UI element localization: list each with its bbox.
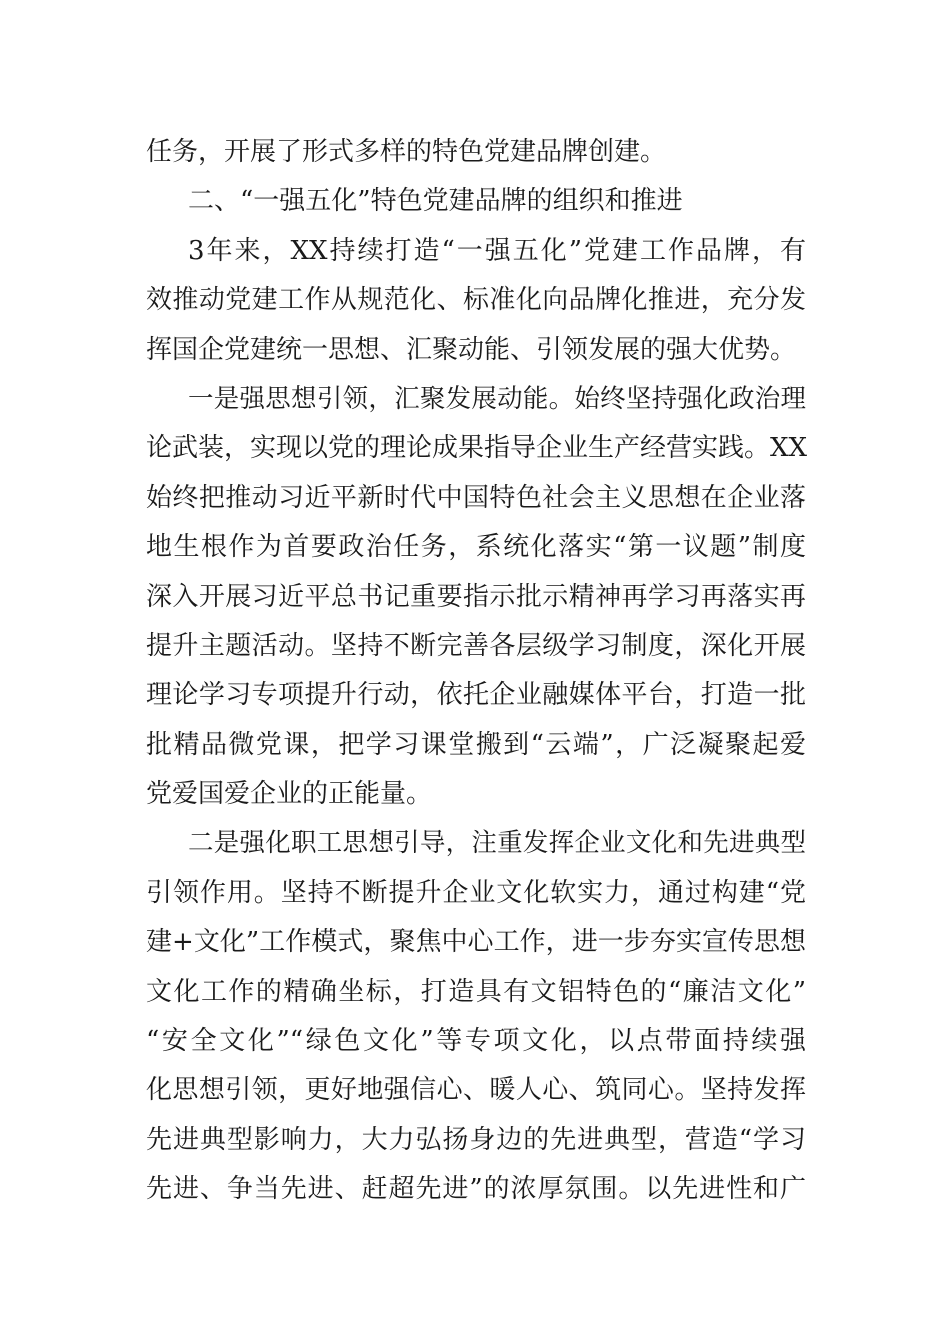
text-line: 效推动党建工作从规范化、标准化向品牌化推进，充分发: [146, 285, 806, 316]
text-line: 党爱国爱企业的正能量。: [146, 779, 433, 810]
text-line: 先进典型影响力，大力弘扬身边的先进典型，营造“学习: [146, 1124, 806, 1155]
text-line: 先进、争当先进、赶超先进”的浓厚氛围。以先进性和广: [146, 1174, 806, 1205]
text-line: 文化工作的精确坐标，打造具有文铝特色的“廉洁文化”: [146, 976, 806, 1007]
text-line: 始终把推动习近平新时代中国特色社会主义思想在企业落: [146, 482, 806, 513]
text-line: 3年来，XX持续打造“一强五化”党建工作品牌，有: [188, 235, 806, 266]
body-text: [146, 128, 806, 1215]
text-line: “安全文化”“绿色文化”等专项文化，以点带面持续强: [146, 1026, 806, 1057]
text-line: 地生根作为首要政治任务，系统化落实“第一议题”制度: [146, 532, 806, 563]
text-line: 理论学习专项提升行动，依托企业融媒体平台，打造一批: [146, 680, 806, 711]
text-line: 批精品微党课，把学习课堂搬到“云端”，广泛凝聚起爱: [146, 729, 806, 760]
text-line: 建+文化”工作模式，聚焦中心工作，进一步夯实宣传思想: [146, 927, 806, 958]
text-line: 一是强思想引领，汇聚发展动能。始终坚持强化政治理: [188, 383, 806, 414]
text-line: 深入开展习近平总书记重要指示批示精神再学习再落实再: [146, 581, 806, 612]
text-line: 引领作用。坚持不断提升企业文化软实力，通过构建“党: [146, 877, 806, 908]
text-line: 提升主题活动。坚持不断完善各层级学习制度，深化开展: [146, 630, 806, 661]
text-line: 论武装，实现以党的理论成果指导企业生产经营实践。XX: [146, 433, 808, 464]
text-line: 挥国企党建统一思想、汇聚动能、引领发展的强大优势。: [146, 334, 797, 365]
text-line: 任务，开展了形式多样的特色党建品牌创建。: [146, 137, 667, 167]
text-line: 二是强化职工思想引导，注重发挥企业文化和先进典型: [188, 828, 806, 859]
text-line: 化思想引领，更好地强信心、暖人心、筑同心。坚持发挥: [146, 1075, 806, 1106]
section-heading: 二、“一强五化”特色党建品牌的组织和推进: [188, 186, 683, 217]
